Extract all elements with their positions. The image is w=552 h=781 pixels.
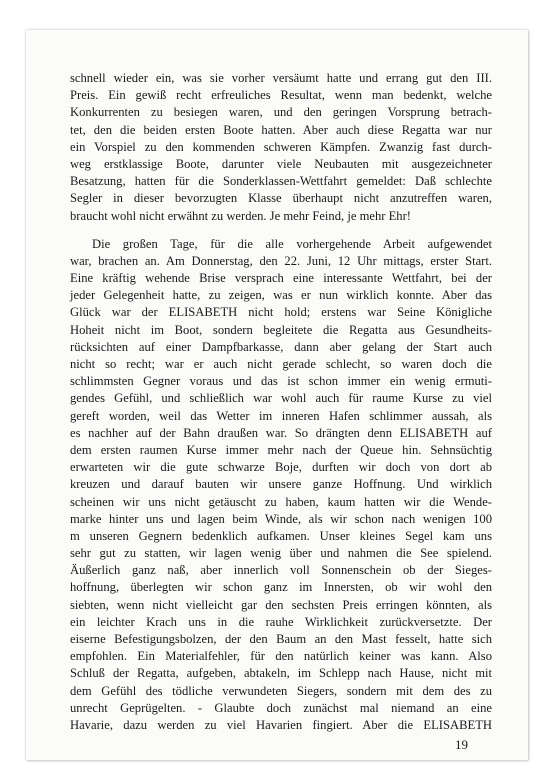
text-line: Konkurrenten zu besiegen waren, und den geringen Vorsprung betrach- — [70, 105, 492, 120]
paragraph — [70, 236, 492, 734]
text-line: Äußerlich ganz naß, aber innerlich voll Sonnenschein ob der Sieges- — [70, 563, 492, 578]
text-line: dem Gefühl des tödliche verwundeten Siegers, sondern mit dem des zu — [70, 683, 492, 698]
text-line: Hoheit nicht im Boot, sondern begleitete die Regatta aus Gesundheits- — [70, 322, 492, 337]
text-line: Die großen Tage, für die alle vorhergehende Arbeit aufgewendet — [92, 236, 492, 251]
text-line: ein leichter Krach uns in die rauhe Wirklichkeit zurückversetzte. Der — [70, 614, 492, 629]
text-line: braucht wohl nicht erwähnt zu werden. Je mehr Feind, je mehr Ehr! — [70, 208, 411, 223]
text-line: nicht so recht; war er auch nicht gerade schlecht, so waren doch die — [70, 357, 492, 371]
text-line: Segler in dieser bevorzugten Klasse überhaupt nicht anzutreffen waren, — [70, 191, 492, 206]
text-line: gereft worden, weil das Wetter im inneren Hafen schlimmer aussah, als — [70, 408, 492, 423]
text-line: sehr gut zu statten, wir lagen wenig über und nahmen die See spielend. — [70, 546, 492, 561]
text-line: empfohlen. Ein Materialfehler, für den natürlich keiner was kann. Also — [70, 649, 492, 664]
text-line: dem ersten raumen Kurse immer mehr nach der Queue hin. Sehnsüchtig — [70, 442, 492, 457]
text-line: marke hinter uns und lagen beim Winde, als wir schon nach wenigen 100 — [70, 511, 492, 526]
text-line: m unseren Gegnern bedenklich aufkamen. Unser kleines Segel kam uns — [70, 528, 492, 543]
text-line: Preis. Ein gewiß recht erfreuliches Resultat, wenn man bedenkt, welche — [70, 88, 492, 103]
paragraph — [70, 70, 492, 225]
text-line: schlimmsten Gegner voraus und das ist schon immer ein wenig ermuti- — [70, 374, 492, 389]
text-line: weg erstklassige Boote, darunter viele Neubauten mit ausgezeichneter — [70, 156, 492, 171]
text-line: Schluß der Regatta, aufgeben, abtakeln, im Schlepp nach Hause, nicht mit — [70, 666, 492, 681]
text-line: ein Vorspiel zu den kommenden schweren Kämpfen. Zwanzig fast durch- — [70, 139, 492, 154]
text-line: Havarie, dazu werden zu viel Havarien fingiert. Aber die ELISABETH — [70, 717, 492, 732]
paragraph-gap — [70, 225, 492, 236]
text-line: hoffnung, überlegten wir schon ganz im Innersten, ob wir wohl den — [70, 580, 492, 595]
text-line: scheinen wir uns nicht getäuscht zu haben, kaum hatten wir die Wende- — [70, 494, 492, 509]
text-line: gendes Gefühl, und schließlich war wohl auch für raume Kurse zu viel — [70, 391, 492, 406]
text-line: Besatzung, hatten für die Sonderklassen-Wettfahrt gemeldet: Daß schlechte — [70, 174, 492, 189]
text-line: Eine kräftig wehende Brise versprach eine interessante Wettfahrt, bei der — [70, 271, 492, 286]
text-line: unrecht Geprügelten. - Glaubte doch zunächst mal niemand an eine — [70, 700, 492, 715]
text-line: kreuzen und darauf bauten wir unsere ganze Hoffnung. Und wirklich — [70, 477, 492, 492]
text-line: erwarteten wir die gute schwarze Boje, durften wir doch von dort ab — [70, 460, 492, 475]
text-line: rücksichten auf einer Dampfbarkasse, dann aber gelang der Start auch — [70, 339, 492, 354]
page-number: 19 — [455, 737, 468, 752]
text-line: Glück war der ELISABETH nicht hold; erstens war Seine Königliche — [70, 305, 492, 320]
text-line: tet, den die beiden ersten Boote hatten. Aber auch diese Regatta war nur — [70, 122, 492, 137]
text-line: schnell wieder ein, was sie vorher versäumt hatte und errang gut den III. — [70, 71, 492, 85]
text-line: siebten, wenn nicht vielleicht gar den sechsten Preis erringen könnten, als — [70, 597, 492, 612]
text-line: war, brachen an. Am Donnerstag, den 22. Juni, 12 Uhr mittags, erster Start. — [70, 253, 492, 268]
text-line: eiserne Befestigungsbolzen, der den Baum an den Mast fesselt, hatte sich — [70, 632, 492, 646]
body-text — [70, 70, 492, 734]
text-line: jeder Gelegenheit hatte, zu zeigen, was er nun wirklich konnte. Aber das — [70, 288, 492, 303]
book-page — [26, 30, 528, 760]
text-line: es nachher auf der Bahn draußen war. So drängten denn ELISABETH auf — [70, 425, 492, 440]
